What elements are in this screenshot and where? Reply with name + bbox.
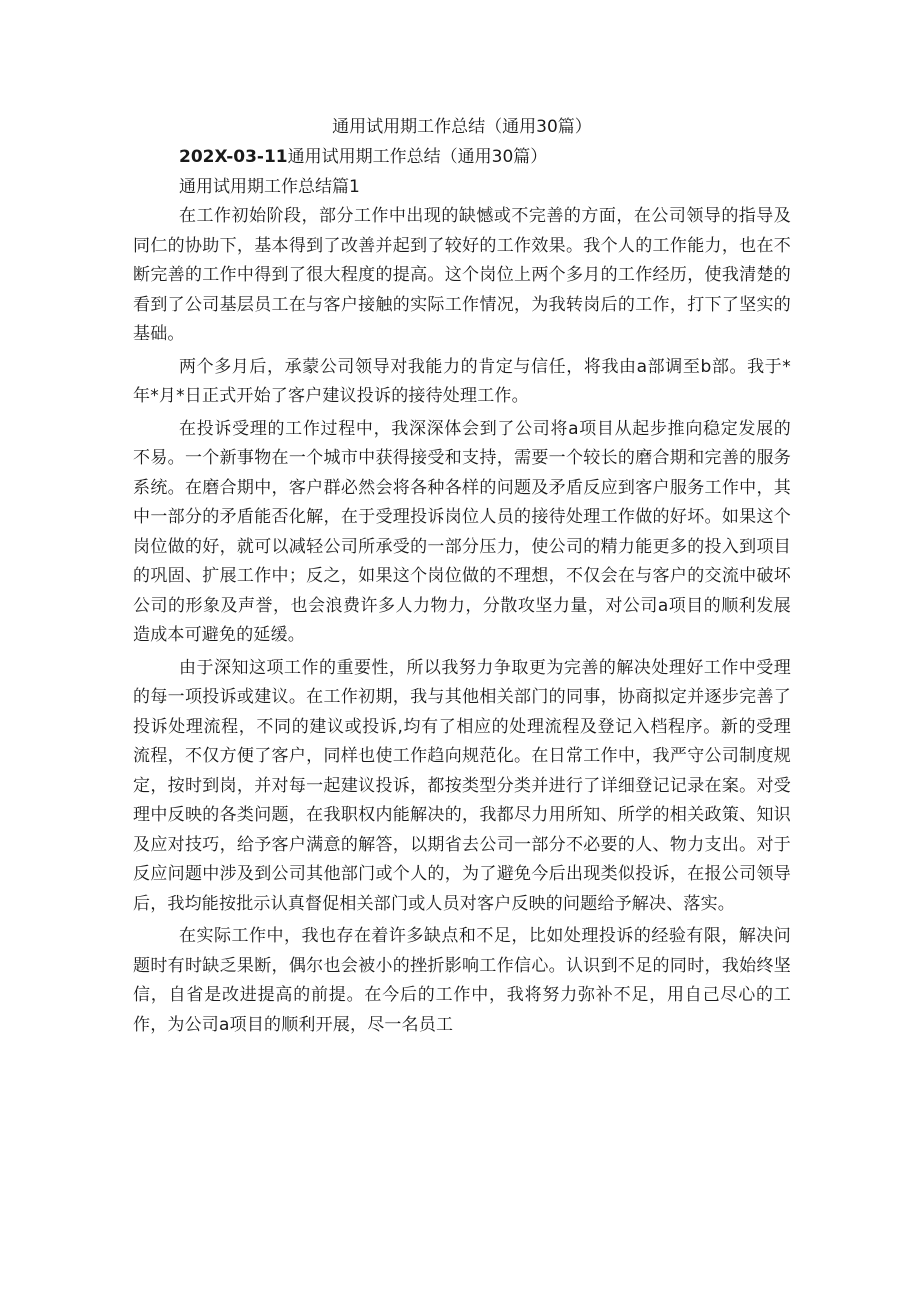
date-line-title: 通用试用期工作总结（通用30篇）: [287, 147, 548, 167]
section-title: 通用试用期工作总结篇1: [179, 177, 360, 197]
document-body: [133, 112, 791, 1043]
date-line: [133, 142, 791, 172]
paragraph-5: 在实际工作中，我也存在着许多缺点和不足，比如处理投诉的经验有限，解决问题时有时缺乏果断，偶尔也会被小的挫折影响工作信心。认识到不足的同时，我始终坚信，自省是改进提高的前提。在今后的工作中，我将努力弥补不足，用自己尽心的工作，为公司a项目的顺利开展，尽一名员工: [133, 926, 791, 1035]
paragraph-2: 两个多月后，承蒙公司领导对我能力的肯定与信任，将我由a部调至b部。我于*年*月*日正式开始了客户建议投诉的接待处理工作。: [133, 356, 791, 406]
document-title: 通用试用期工作总结（通用30篇）: [332, 117, 592, 137]
document-date: 202X-03-11: [179, 147, 288, 167]
paragraph-1: 在工作初始阶段，部分工作中出现的缺憾或不完善的方面，在公司领导的指导及同仁的协助下，基本得到了改善并起到了较好的工作效果。我个人的工作能力，也在不断完善的工作中得到了很大程度的提高。这个岗位上两个多月的工作经历，使我清楚的看到了公司基层员工在与客户接触的实际工作情况，为我转岗后的工作，打下了坚实的基础。: [133, 206, 791, 344]
paragraph-4: 由于深知这项工作的重要性，所以我努力争取更为完善的解决处理好工作中受理的每一项投诉或建议。在工作初期，我与其他相关部门的同事，协商拟定并逐步完善了投诉处理流程，不同的建议或投诉,均有了相应的处理流程及登记入档程序。新的受理流程，不仅方便了客户，同样也使工作趋向规范化。在日常工作中，我严守公司制度规定，按时到岗，并对每一起建议投诉，都按类型分类并进行了详细登记记录在案。对受理中反映的各类问题，在我职权内能解决的，我都尽力用所知、所学的相关政策、知识及应对技巧，给予客户满意的解答，以期省去公司一部分不必要的人、物力支出。对于反应问题中涉及到公司其他部门或个人的，为了避免今后出现类似投诉，在报公司领导后，我均能按批示认真督促相关部门或人员对客户反映的问题给予解决、落实。: [133, 657, 791, 914]
paragraph-3: 在投诉受理的工作过程中，我深深体会到了公司将a项目从起步推向稳定发展的不易。一个新事物在一个城市中获得接受和支持，需要一个较长的磨合期和完善的服务系统。在磨合期中，客户群必然会将各种各样的问题及矛盾反应到客户服务工作中，其中一部分的矛盾能否化解，在于受理投诉岗位人员的接待处理工作做的好坏。如果这个岗位做的好，就可以减轻公司所承受的一部分压力，使公司的精力能更多的投入到项目的巩固、扩展工作中；反之，如果这个岗位做的不理想，不仅会在与客户的交流中破坏公司的形象及声誉，也会浪费许多人力物力，分散攻坚力量，对公司a项目的顺利发展造成本可避免的延缓。: [133, 418, 791, 645]
